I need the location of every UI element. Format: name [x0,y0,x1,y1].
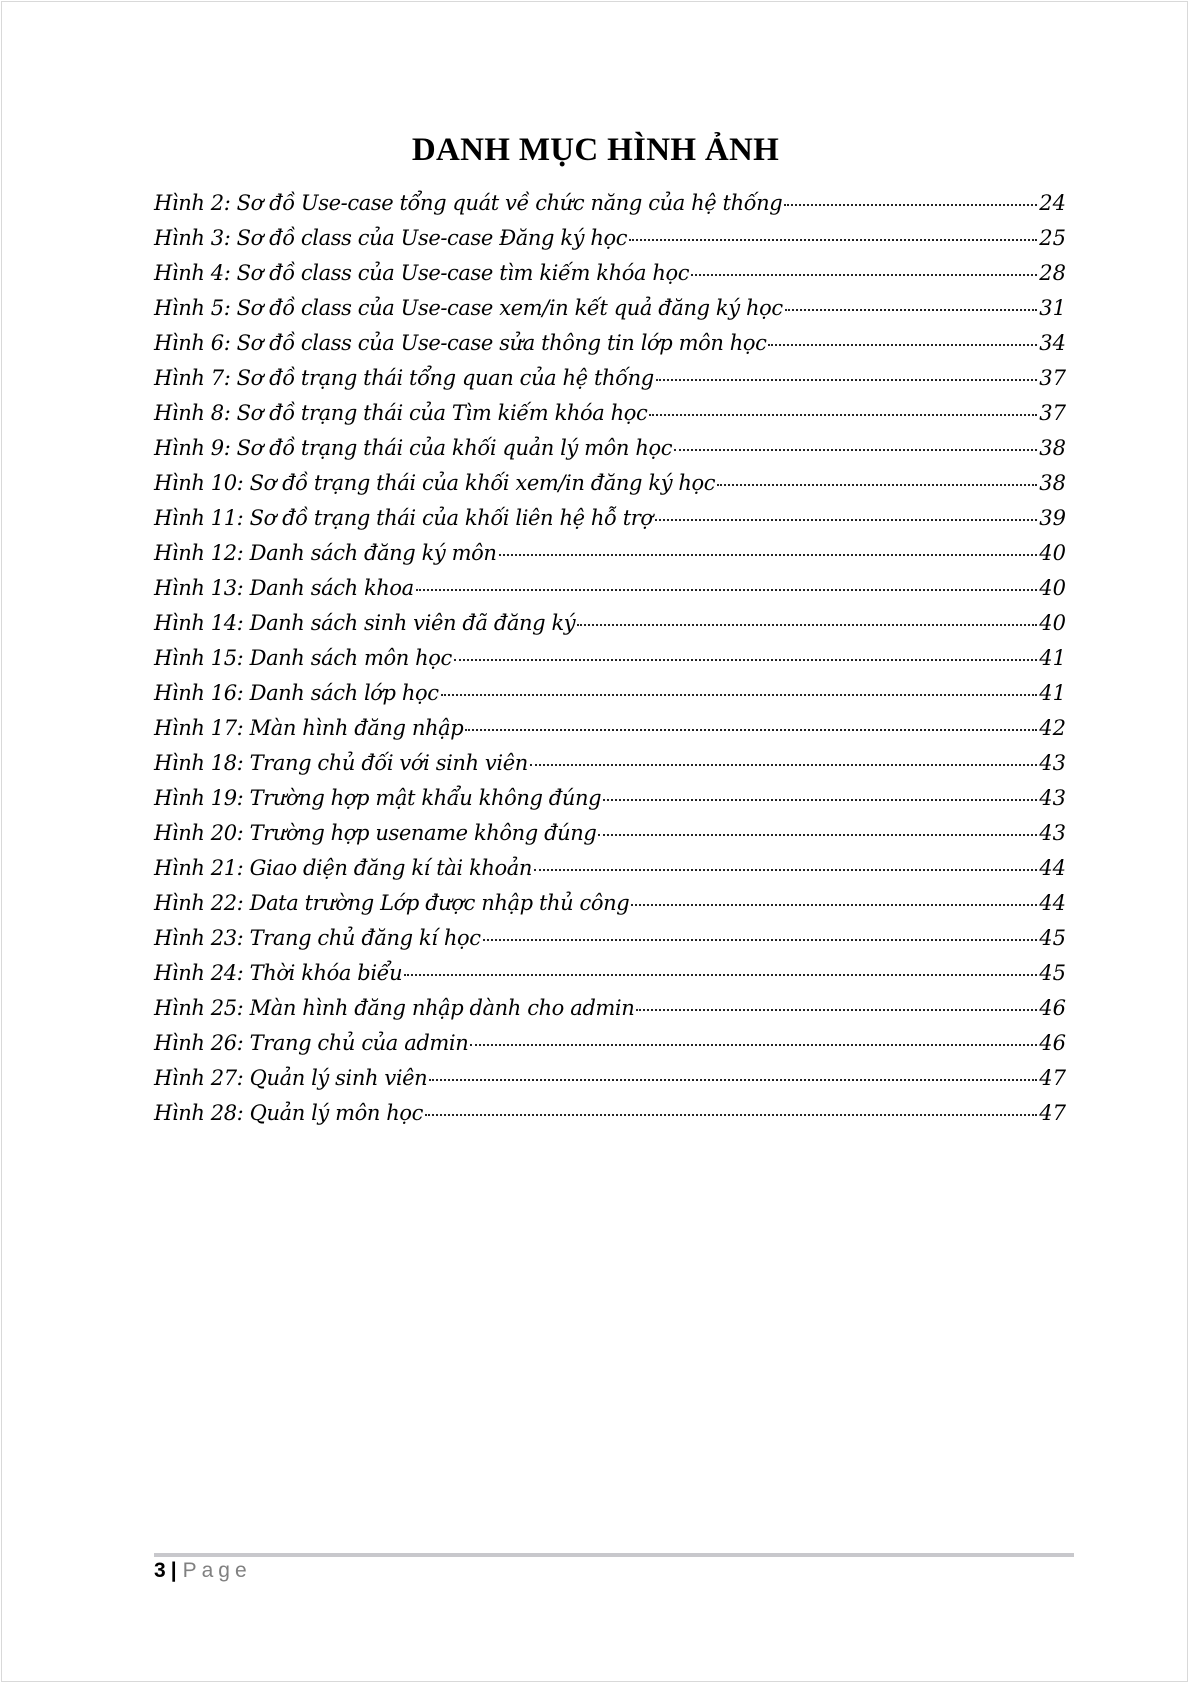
toc-entry-page: 31 [1039,296,1066,320]
toc-dot-leader [534,869,1037,871]
toc-entry-page: 28 [1039,261,1066,285]
toc-dot-leader [785,309,1038,311]
toc-entry-label: Hình 27: Quản lý sinh viên [154,1066,428,1090]
toc-entry-label: Hình 16: Danh sách lớp học [154,681,439,705]
toc-entry-label: Hình 6: Sơ đồ class của Use-case sửa thông tin lớp môn học [154,331,767,355]
toc-dot-leader [598,834,1037,836]
toc-entry-label: Hình 26: Trang chủ của admin [154,1031,469,1055]
toc-entry-page: 44 [1039,856,1066,880]
toc-entry-label: Hình 4: Sơ đồ class của Use-case tìm kiếm khóa học [154,261,690,285]
page-title: DANH MỤC HÌNH ẢNH [411,132,780,168]
toc-entry-page: 43 [1039,821,1066,845]
footer-page-word: Page [182,1559,252,1582]
toc-entry-label: Hình 5: Sơ đồ class của Use-case xem/in kết quả đăng ký học [154,296,783,320]
toc-entry[interactable] [154,191,1066,226]
toc-entry-page: 47 [1039,1101,1066,1125]
toc-entry[interactable] [154,401,1066,436]
figure-list [154,191,1066,1136]
toc-dot-leader [784,204,1037,206]
toc-dot-leader [656,379,1038,381]
toc-entry-page: 45 [1039,961,1066,985]
toc-entry-label: Hình 12: Danh sách đăng ký môn [154,541,497,565]
toc-dot-leader [603,799,1037,801]
toc-entry[interactable] [154,436,1066,471]
toc-entry-page: 46 [1039,1031,1066,1055]
toc-entry-page: 24 [1039,191,1066,215]
toc-dot-leader [499,554,1038,556]
toc-entry[interactable] [154,856,1066,891]
toc-entry-page: 42 [1039,716,1066,740]
toc-entry-page: 25 [1039,226,1066,250]
toc-entry-page: 39 [1039,506,1066,530]
toc-entry[interactable] [154,926,1066,961]
toc-entry[interactable] [154,611,1066,646]
toc-dot-leader [454,659,1037,661]
toc-entry[interactable] [154,821,1066,856]
toc-dot-leader [465,729,1037,731]
toc-entry-page: 41 [1039,681,1066,705]
toc-entry[interactable] [154,296,1066,331]
toc-entry-label: Hình 28: Quản lý môn học [154,1101,424,1125]
toc-entry-label: Hình 25: Màn hình đăng nhập dành cho admin [154,996,635,1020]
footer-separator: | [170,1559,177,1582]
toc-dot-leader [674,449,1037,451]
toc-entry-label: Hình 13: Danh sách khoa [154,576,414,600]
toc-entry[interactable] [154,716,1066,751]
toc-entry-page: 38 [1039,436,1066,460]
toc-entry[interactable] [154,541,1066,576]
toc-entry[interactable] [154,1066,1066,1101]
toc-dot-leader [429,1079,1037,1081]
toc-entry-label: Hình 10: Sơ đồ trạng thái của khối xem/in đăng ký học [154,471,716,495]
toc-dot-leader [649,414,1037,416]
toc-entry[interactable] [154,961,1066,996]
toc-entry-label: Hình 7: Sơ đồ trạng thái tổng quan của hệ thống [154,366,654,390]
toc-dot-leader [636,1009,1037,1011]
toc-entry[interactable] [154,576,1066,611]
toc-dot-leader [530,764,1037,766]
toc-entry-label: Hình 21: Giao diện đăng kí tài khoản [154,856,532,880]
toc-entry[interactable] [154,681,1066,716]
toc-entry-label: Hình 14: Danh sách sinh viên đã đăng ký [154,611,576,635]
toc-entry-label: Hình 23: Trang chủ đăng kí học [154,926,481,950]
toc-entry[interactable] [154,366,1066,401]
toc-entry-page: 34 [1039,331,1066,355]
toc-dot-leader [691,274,1037,276]
toc-entry[interactable] [154,261,1066,296]
toc-entry-page: 43 [1039,751,1066,775]
toc-entry[interactable] [154,1101,1066,1136]
toc-entry-label: Hình 2: Sơ đồ Use-case tổng quát về chức năng của hệ thống [154,191,783,215]
toc-entry-label: Hình 19: Trường hợp mật khẩu không đúng [154,786,602,810]
toc-entry[interactable] [154,226,1066,261]
toc-dot-leader [416,589,1037,591]
toc-entry[interactable] [154,751,1066,786]
toc-entry[interactable] [154,646,1066,681]
toc-dot-leader [441,694,1038,696]
toc-entry[interactable] [154,786,1066,821]
toc-entry[interactable] [154,506,1066,541]
toc-entry-page: 38 [1039,471,1066,495]
toc-entry-label: Hình 15: Danh sách môn học [154,646,452,670]
toc-entry-label: Hình 11: Sơ đồ trạng thái của khối liên hệ hỗ trợ [154,506,653,530]
toc-entry[interactable] [154,1031,1066,1066]
toc-dot-leader [631,904,1037,906]
toc-entry-label: Hình 8: Sơ đồ trạng thái của Tìm kiếm khóa học [154,401,648,425]
toc-entry-page: 40 [1039,541,1066,565]
toc-entry-page: 45 [1039,926,1066,950]
toc-dot-leader [577,624,1037,626]
toc-entry-page: 44 [1039,891,1066,915]
toc-dot-leader [470,1044,1037,1046]
toc-entry-label: Hình 17: Màn hình đăng nhập [154,716,464,740]
toc-entry-label: Hình 9: Sơ đồ trạng thái của khối quản lý môn học [154,436,673,460]
toc-entry-page: 46 [1039,996,1066,1020]
toc-dot-leader [404,974,1037,976]
toc-entry-page: 37 [1039,366,1066,390]
toc-entry-page: 37 [1039,401,1066,425]
toc-dot-leader [717,484,1037,486]
toc-entry-label: Hình 3: Sơ đồ class của Use-case Đăng ký học [154,226,628,250]
toc-entry-page: 40 [1039,576,1066,600]
toc-entry[interactable] [154,471,1066,506]
footer-page-number: 3 [154,1559,166,1582]
toc-entry-page: 41 [1039,646,1066,670]
toc-entry-label: Hình 22: Data trường Lớp được nhập thủ công [154,891,630,915]
toc-entry-label: Hình 18: Trang chủ đối với sinh viên [154,751,528,775]
toc-entry[interactable] [154,891,1066,926]
toc-entry[interactable] [154,996,1066,1031]
toc-entry-page: 47 [1039,1066,1066,1090]
toc-dot-leader [425,1114,1037,1116]
toc-entry-page: 43 [1039,786,1066,810]
page-footer [154,1559,252,1583]
footer-rule [154,1553,1074,1557]
toc-dot-leader [629,239,1037,241]
toc-entry-page: 40 [1039,611,1066,635]
toc-entry-label: Hình 24: Thời khóa biểu [154,961,403,985]
toc-dot-leader [483,939,1038,941]
toc-dot-leader [655,519,1038,521]
toc-entry[interactable] [154,331,1066,366]
toc-entry-label: Hình 20: Trường hợp usename không đúng [154,821,597,845]
toc-dot-leader [768,344,1037,346]
